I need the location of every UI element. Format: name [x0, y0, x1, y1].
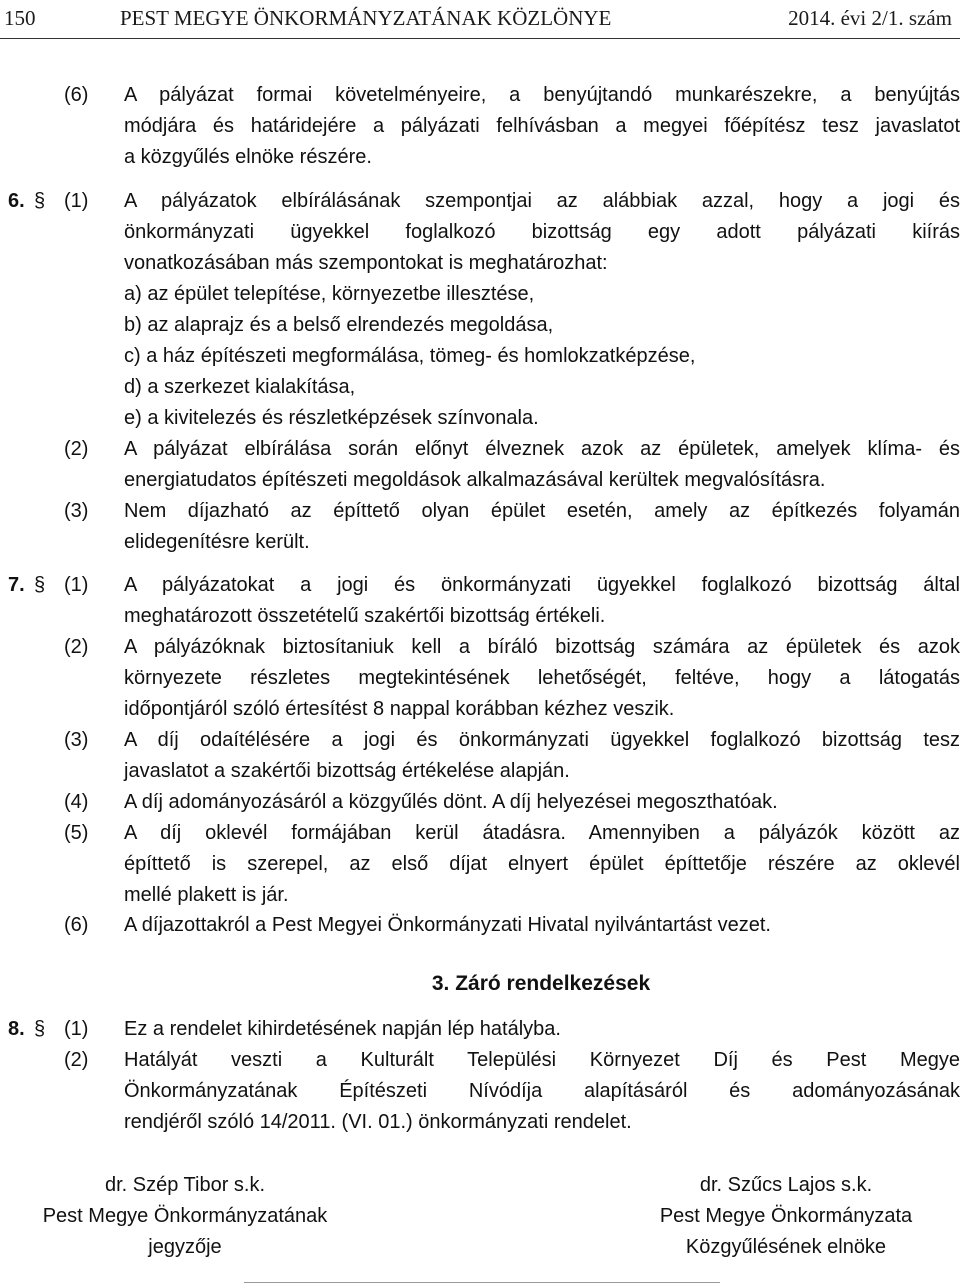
section-symbol: § — [34, 1018, 46, 1040]
list-item: d) a szerkezet kialakítása, — [124, 376, 356, 398]
section-symbol: § — [34, 190, 46, 212]
header-rule — [0, 38, 960, 39]
paragraph-text — [124, 80, 960, 173]
paragraph-number: (4) — [64, 791, 89, 813]
text-line: a közgyűlés elnöke részére. — [124, 146, 372, 168]
text-line: elidegenítésre került. — [124, 531, 310, 553]
section-number: 8. — [8, 1018, 25, 1040]
text-line: A díj oklevél formájában kerül átadásra. Amennyiben a pályázók között az — [124, 822, 960, 844]
paragraph-text — [124, 434, 960, 496]
paragraph-number: (6) — [64, 914, 89, 936]
text-line: építtető is szerepel, az első díjat elnyert épület építtetője részére az oklevél — [124, 853, 960, 875]
issue-number: 2014. évi 2/1. szám — [788, 6, 952, 30]
paragraph-text — [124, 186, 960, 279]
publication-title: PEST MEGYE ÖNKORMÁNYZATÁNAK KÖZLÖNYE — [120, 6, 612, 30]
list-item: e) a kivitelezés és részletképzések színvonala. — [124, 407, 539, 429]
paragraph-text — [124, 632, 960, 725]
text-line: A díj odaítélésére a jogi és önkormányzati ügyekkel foglalkozó bizottság tesz — [124, 729, 960, 751]
text-line: Ez a rendelet kihirdetésének napján lép hatályba. — [124, 1018, 561, 1040]
section-symbol: § — [34, 574, 46, 596]
paragraph-number: (1) — [64, 1018, 89, 1040]
list-item: b) az alaprajz és a belső elrendezés megoldása, — [124, 314, 554, 336]
paragraph-number: (3) — [64, 500, 89, 522]
paragraph-number: (6) — [64, 84, 89, 106]
footer-rule — [244, 1282, 720, 1283]
text-line: A pályázóknak biztosítaniuk kell a bíráló bizottság számára az épületek és azok — [124, 636, 960, 658]
paragraph-text — [124, 910, 960, 941]
text-line: A díjazottakról a Pest Megyei Önkormányzati Hivatal nyilvántartást vezet. — [124, 914, 771, 936]
text-line: A pályázat elbírálása során előnyt élveznek azok az épületek, amelyek klíma- és — [124, 438, 960, 460]
paragraph-text — [124, 818, 960, 911]
paragraph-text — [124, 496, 960, 558]
paragraph-number: (2) — [64, 636, 89, 658]
chapter-heading: 3. Záró rendelkezések — [431, 972, 651, 995]
text-line: mellé plakett is jár. — [124, 884, 289, 906]
signature-left — [0, 1170, 425, 1263]
paragraph-number: (2) — [64, 1049, 89, 1071]
text-line: Nem díjazható az építtető olyan épület esetén, amely az építkezés folyamán — [124, 500, 960, 522]
signer-title: Pest Megye Önkormányzatának — [42, 1205, 328, 1227]
paragraph-number: (3) — [64, 729, 89, 751]
paragraph-number: (2) — [64, 438, 89, 460]
paragraph-text — [124, 1014, 960, 1045]
signer-name: dr. Szép Tibor s.k. — [104, 1174, 266, 1196]
text-line: meghatározott összetételű szakértői bizottság értékeli. — [124, 605, 606, 627]
page-number: 150 — [4, 6, 36, 30]
paragraph-number: (1) — [64, 574, 89, 596]
page-header — [0, 0, 960, 40]
signer-role: jegyzője — [148, 1236, 222, 1258]
text-line: A pályázatok elbírálásának szempontjai az alábbiak azzal, hogy a jogi és — [124, 190, 960, 212]
text-line: módjára és határidejére a pályázati felhívásban a megyei főépítész tesz javaslatot — [124, 115, 960, 137]
text-line: környezete részletes megtekintésének lehetőségét, feltéve, hogy a látogatás — [124, 667, 960, 689]
section-number: 7. — [8, 574, 25, 596]
text-line: A pályázatokat a jogi és önkormányzati ügyekkel foglalkozó bizottság által — [124, 574, 960, 596]
section-number: 6. — [8, 190, 25, 212]
text-line: A pályázat formai követelményeire, a benyújtandó munkarészekre, a benyújtás — [124, 84, 960, 106]
text-line: rendjéről szóló 14/2011. (VI. 01.) önkormányzati rendelet. — [124, 1111, 632, 1133]
text-line: Önkormányzatának Építészeti Nívódíja alapításáról és adományozásának — [124, 1080, 960, 1102]
signer-title: Pest Megye Önkormányzata — [659, 1205, 913, 1227]
text-line: Hatályát veszti a Kulturált Települési Környezet Díj és Pest Megye — [124, 1049, 960, 1071]
signer-role: Közgyűlésének elnöke — [685, 1236, 887, 1258]
text-line: energiatudatos építészeti megoldások alkalmazásával kerültek megvalósításra. — [124, 469, 826, 491]
paragraph-number: (5) — [64, 822, 89, 844]
paragraph-text — [124, 1045, 960, 1138]
paragraph-text — [124, 570, 960, 632]
list-item: a) az épület telepítése, környezetbe illesztése, — [124, 283, 535, 305]
list-item: c) a ház építészeti megformálása, tömeg- és homlokzatképzése, — [124, 345, 696, 367]
paragraph-text — [124, 787, 960, 818]
criteria-list — [124, 279, 960, 434]
text-line: A díj adományozásáról a közgyűlés dönt. A díj helyezései megoszthatóak. — [124, 791, 778, 813]
signature-right — [546, 1170, 960, 1263]
signer-name: dr. Szűcs Lajos s.k. — [699, 1174, 873, 1196]
text-line: önkormányzati ügyekkel foglalkozó bizottság egy adott pályázati kiírás — [124, 221, 960, 243]
paragraph-text — [124, 725, 960, 787]
text-line: időpontjáról szóló értesítést 8 nappal korábban kézhez veszik. — [124, 698, 675, 720]
text-line: javaslatot a szakértői bizottság értékelése alapján. — [124, 760, 570, 782]
text-line: vonatkozásában más szempontokat is meghatározhat: — [124, 252, 608, 274]
paragraph-number: (1) — [64, 190, 89, 212]
